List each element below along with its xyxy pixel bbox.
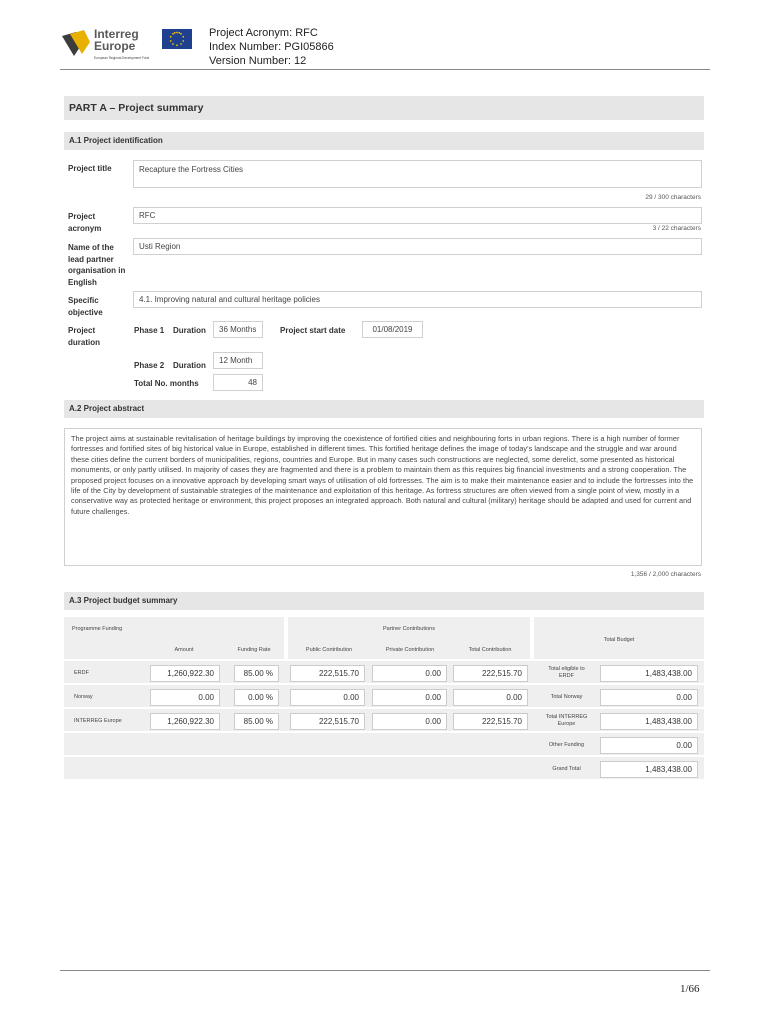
a3-heading: A.3 Project budget summary xyxy=(64,592,704,610)
page-header xyxy=(60,22,710,70)
norway-rate-field[interactable]: 0.00 % xyxy=(234,689,279,706)
phase2-duration-label: Duration xyxy=(173,361,206,370)
erdf-rate-field[interactable]: 85.00 % xyxy=(234,665,279,682)
other-funding-label: Other Funding xyxy=(548,742,585,748)
project-acronym-line: Project Acronym: RFC xyxy=(209,27,318,39)
project-title-counter: 29 / 300 characters xyxy=(645,194,701,201)
phase2-label: Phase 2 xyxy=(134,361,165,370)
page-number: 1/66 xyxy=(680,983,700,995)
row-label-norway: Norway xyxy=(74,694,93,700)
private-contribution-column-header: Private Contribution xyxy=(385,647,435,653)
amount-column-header: Amount xyxy=(174,647,194,653)
phase1-duration-label: Duration xyxy=(173,326,206,335)
total-months-label: Total No. months xyxy=(134,379,199,388)
erdf-private-field[interactable]: 0.00 xyxy=(372,665,447,682)
a2-heading: A.2 Project abstract xyxy=(64,400,704,418)
svg-text:Interreg: Interreg xyxy=(94,27,139,41)
other-funding-field[interactable]: 0.00 xyxy=(600,737,698,754)
project-acronym-field[interactable]: RFC xyxy=(133,207,702,224)
total-eligible-erdf-field[interactable]: 1,483,438.00 xyxy=(600,665,698,682)
project-acronym-counter: 3 / 22 characters xyxy=(652,225,701,232)
svg-text:European Regional Development: European Regional Development Fund xyxy=(94,56,150,60)
part-a-heading: PART A – Project summary xyxy=(64,96,704,120)
grand-total-field[interactable]: 1,483,438.00 xyxy=(600,761,698,778)
interreg-amount-field[interactable]: 1,260,922.30 xyxy=(150,713,220,730)
total-budget-header: Total Budget xyxy=(603,637,635,643)
footer-divider xyxy=(60,970,710,971)
partner-contributions-header: Partner Contributions xyxy=(383,626,435,632)
public-contribution-column-header: Public Contribution xyxy=(305,647,353,653)
version-number-line: Version Number: 12 xyxy=(209,55,307,67)
total-contribution-column-header: Total Contribution xyxy=(468,647,512,653)
phase1-label: Phase 1 xyxy=(134,326,165,335)
project-title-label: Project title xyxy=(68,164,112,173)
funding-rate-column-header: Funding Rate xyxy=(237,647,271,653)
project-start-date-field[interactable]: 01/08/2019 xyxy=(362,321,423,338)
total-norway-field[interactable]: 0.00 xyxy=(600,689,698,706)
project-duration-label: Project duration xyxy=(68,326,100,347)
svg-text:Europe: Europe xyxy=(94,39,136,53)
erdf-total-field[interactable]: 222,515.70 xyxy=(453,665,528,682)
total-interreg-label: Total INTERREG Europe xyxy=(545,714,588,727)
interreg-total-field[interactable]: 222,515.70 xyxy=(453,713,528,730)
norway-public-field[interactable]: 0.00 xyxy=(290,689,365,706)
row-label-erdf: ERDF xyxy=(74,670,89,676)
header-info xyxy=(209,26,334,68)
project-title-field[interactable]: Recapture the Fortress Cities xyxy=(133,160,702,188)
phase1-duration-field[interactable]: 36 Months xyxy=(213,321,263,338)
specific-objective-label: Specific objective xyxy=(68,296,103,317)
interreg-europe-logo xyxy=(60,26,195,62)
total-interreg-field[interactable]: 1,483,438.00 xyxy=(600,713,698,730)
lead-partner-label: Name of the lead partner organisation in English xyxy=(68,243,126,287)
norway-private-field[interactable]: 0.00 xyxy=(372,689,447,706)
phase2-duration-field[interactable]: 12 Month xyxy=(213,352,263,369)
budget-summary-table xyxy=(64,617,704,779)
programme-funding-header: Programme Funding xyxy=(72,626,123,632)
total-eligible-erdf-label: Total eligible to ERDF xyxy=(548,666,585,679)
project-acronym-label: Project acronym xyxy=(68,212,102,233)
project-abstract-field[interactable]: The project aims at sustainable revitalisation of heritage buildings by improving the coexistence of fortified cities and neighbouring forts in urban regions. There is a high number of former fortresses and fortified sites of big historical value in Europe, established in different times. This fortified heritage defines the image of today's landscape and the struggle and war around these cities define the current borders of municipalities, regions, countries and Europe. But in many cases such constructions are neglected, some derelict, some presented as historical monuments, or only partly utilised. In majority of cases they are fragmented and there is a problem to maintain them as this requires big financial investments and a strong cooperation. The proposed project focuses on a innovative approach by developing smart ways of utilisation of old fortresses. The aim is to make their maintenance easier and to include the fortresses into the life of the City by development of sustainable strategies of the maintenance and exploitation of this heritage. As fortress structures are often viewed from a single point of view, mostly in a conservative way as protected heritage or environment, this project proposes an integrated approach. Both natural and cultural (military) heritage should be adapted and used for current and future challenges. xyxy=(64,428,702,566)
norway-amount-field[interactable]: 0.00 xyxy=(150,689,220,706)
norway-total-field[interactable]: 0.00 xyxy=(453,689,528,706)
interreg-private-field[interactable]: 0.00 xyxy=(372,713,447,730)
project-start-date-label: Project start date xyxy=(280,326,346,335)
specific-objective-field[interactable]: 4.1. Improving natural and cultural heritage policies xyxy=(133,291,702,308)
interreg-public-field[interactable]: 222,515.70 xyxy=(290,713,365,730)
interreg-rate-field[interactable]: 85.00 % xyxy=(234,713,279,730)
total-norway-label: Total Norway xyxy=(550,694,583,700)
erdf-public-field[interactable]: 222,515.70 xyxy=(290,665,365,682)
erdf-amount-field[interactable]: 1,260,922.30 xyxy=(150,665,220,682)
total-months-field[interactable]: 48 xyxy=(213,374,263,391)
lead-partner-field[interactable]: Usti Region xyxy=(133,238,702,255)
index-number-line: Index Number: PGI05866 xyxy=(209,41,334,53)
a1-heading: A.1 Project identification xyxy=(64,132,704,150)
row-label-interreg: INTERREG Europe xyxy=(74,718,122,724)
grand-total-label: Grand Total xyxy=(552,766,581,772)
project-abstract-counter: 1,356 / 2,000 characters xyxy=(630,571,701,578)
